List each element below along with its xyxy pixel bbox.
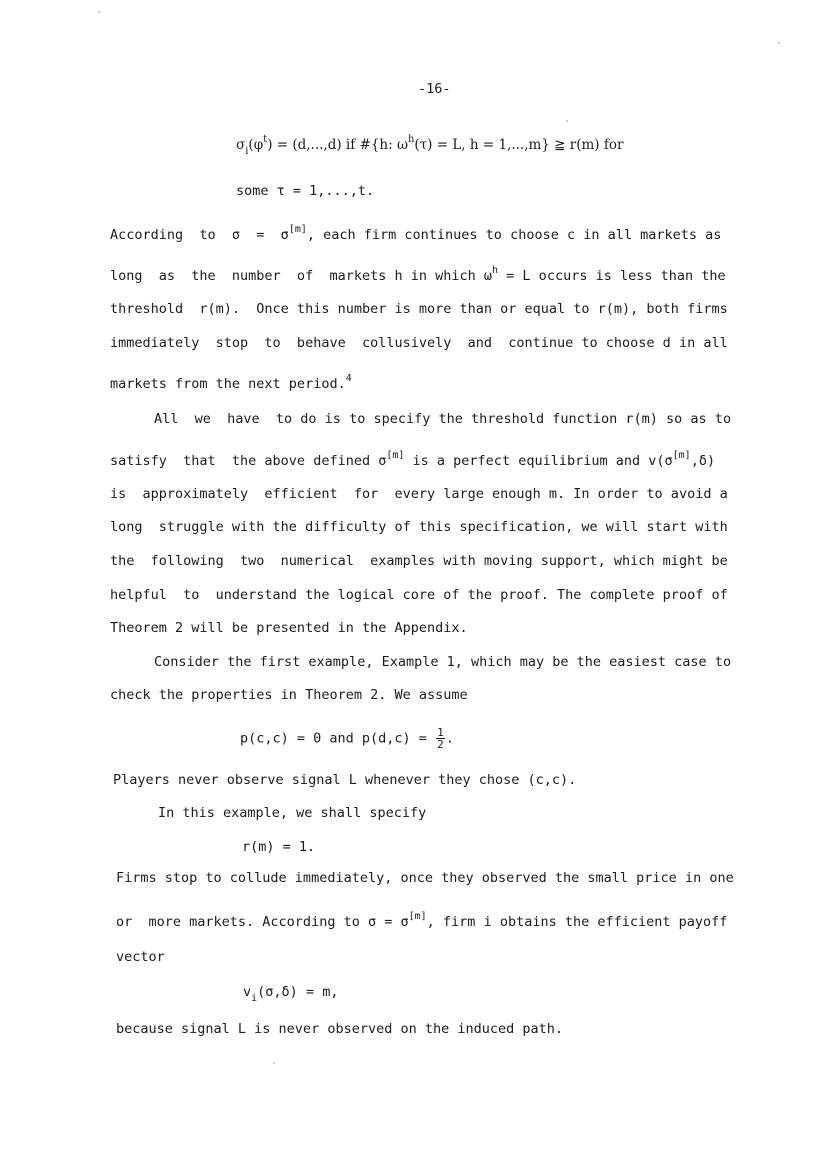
paragraph-2-line-2: satisfy that the above defined σ[m] is a perfect equilibrium and v(σ[m],δ) — [110, 450, 716, 469]
paragraph-4: Players never observe signal L whenever they chose (c,c). — [113, 772, 577, 788]
strategy-condition-continuation: some τ = 1,...,t. — [236, 183, 375, 199]
paragraph-3-line-2: check the properties in Theorem 2. We assume — [110, 687, 468, 703]
paragraph-7: because signal L is never observed on the induced path. — [116, 1021, 564, 1037]
fraction-one-half: $\frac{1}{2}$ — [437, 726, 444, 751]
paragraph-2-line-5: the following two numerical examples with moving support, which might be — [110, 553, 728, 569]
strategy-condition-line: $\sigma_i(\varphi^t) = (d,...,d)$ if #{h: $\omega^h(\tau) = L$, h = 1,...,m} ≧ r(m) for — [236, 134, 624, 157]
paragraph-6-line-2: or more markets. According to σ = σ[m], firm i obtains the efficient payoff — [116, 911, 728, 930]
paragraph-2-line-3: is approximately efficient for every large enough m. In order to avoid a — [110, 486, 728, 502]
paragraph-2-line-6: helpful to understand the logical core of the proof. The complete proof of — [110, 587, 728, 603]
paragraph-6-line-1: Firms stop to collude immediately, once they observed the small price in one — [116, 870, 734, 886]
scan-speck — [98, 11, 100, 13]
paragraph-2-line-1: All we have to do is to specify the threshold function r(m) so as to — [154, 411, 732, 427]
paragraph-1-line-3: threshold r(m). Once this number is more than or equal to r(m), both firms — [110, 301, 728, 317]
paragraph-3-line-1: Consider the first example, Example 1, which may be the easiest case to — [154, 654, 732, 670]
page-number: -16- — [418, 81, 451, 97]
scan-speck — [778, 42, 780, 44]
scan-speck — [566, 120, 568, 122]
paragraph-5: In this example, we shall specify — [158, 805, 427, 821]
paragraph-1-line-4: immediately stop to behave collusively and continue to choose d in all — [110, 335, 728, 351]
footnote-marker: 4 — [345, 373, 352, 384]
paragraph-2-line-7: Theorem 2 will be presented in the Appendix. — [110, 620, 468, 636]
paragraph-1-line-2: long as the number of markets h in which $\omega^h = L$ occurs is less than the — [110, 265, 726, 284]
scan-speck — [273, 1062, 275, 1064]
paragraph-1-line-5: markets from the next period.$^4$ — [110, 373, 352, 392]
paragraph-2-line-4: long struggle with the difficulty of this specification, we will start with — [110, 519, 728, 535]
equation-probabilities: p(c,c) = 0 and p(d,c) = $\frac{1}{2}$ . — [240, 726, 454, 751]
equation-payoff: $v_i(\sigma,\delta) = m$, — [243, 984, 339, 1004]
equation-threshold: r(m) = 1. — [242, 839, 316, 855]
paragraph-6-line-3: vector — [116, 949, 165, 965]
paragraph-1-line-1: According to σ = σ[m], each firm continues to choose c in all markets as — [110, 224, 722, 243]
